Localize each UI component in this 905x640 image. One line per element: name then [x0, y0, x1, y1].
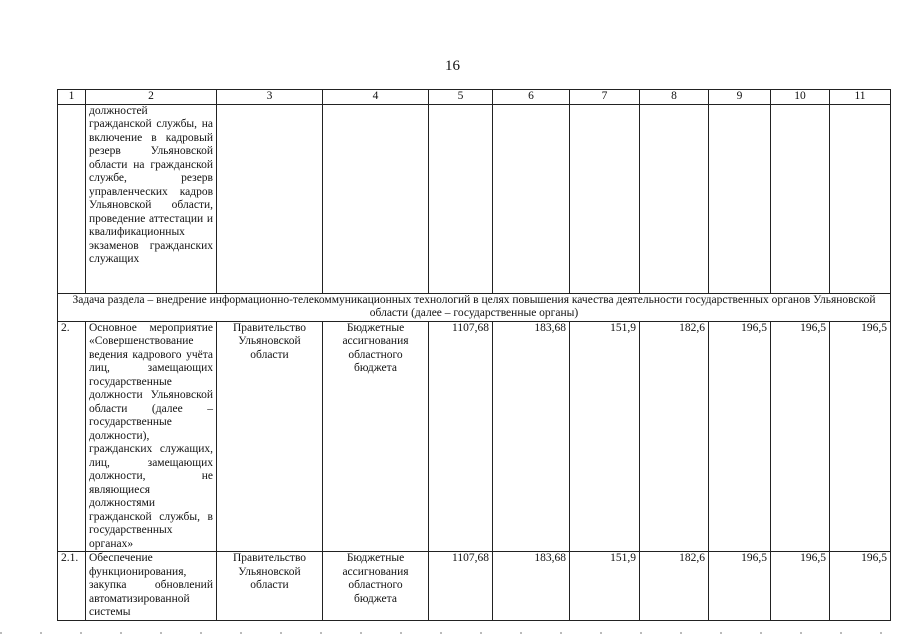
activity-name: Обеспечение функционирования, закупка обновлений автоматизированной системы: [86, 552, 217, 621]
page-number: 16: [445, 58, 460, 74]
executor: Правительство Ульяновской области: [217, 321, 323, 552]
value-col7: 151,9: [570, 552, 640, 621]
header-cell-8: 8: [640, 90, 709, 105]
header-cell-5: 5: [429, 90, 493, 105]
value-col11: 196,5: [830, 552, 891, 621]
value-col8: 182,6: [640, 321, 709, 552]
activity-name: Основное мероприятие «Совершенствование ведения кадрового учёта лиц, замещающих государственные должности Ульяновской области (далее – государственные должности), гражданских служащих, лиц, замещающих должности, не являющиеся должностями гражданской службы, в государственных органах»: [86, 321, 217, 552]
value-col11: 196,5: [830, 321, 891, 552]
row-number: 2.1.: [58, 552, 86, 621]
header-cell-1: 1: [58, 90, 86, 105]
value-col9: 196,5: [709, 552, 771, 621]
header-cell-10: 10: [771, 90, 830, 105]
value-col10: 196,5: [771, 552, 830, 621]
continuation-text: должностей гражданской службы, на включение в кадровый резерв Ульяновской области на гражданской службе, резерв управленческих кадров Ульяновской области, проведение аттестации и квалификационных экзаменов гражданских служащих: [86, 104, 217, 293]
cell-empty: [830, 104, 891, 293]
value-col8: 182,6: [640, 552, 709, 621]
value-col6: 183,68: [493, 321, 570, 552]
header-cell-9: 9: [709, 90, 771, 105]
value-total: 1107,68: [429, 321, 493, 552]
continuation-row: [58, 104, 891, 293]
value-total: 1107,68: [429, 552, 493, 621]
funding-source: Бюджетные ассигнования областного бюджета: [323, 552, 429, 621]
cell-empty: [709, 104, 771, 293]
value-col9: 196,5: [709, 321, 771, 552]
cell-empty: [493, 104, 570, 293]
header-cell-7: 7: [570, 90, 640, 105]
header-cell-6: 6: [493, 90, 570, 105]
header-cell-4: 4: [323, 90, 429, 105]
header-row: [58, 90, 891, 105]
funding-source: Бюджетные ассигнования областного бюджета: [323, 321, 429, 552]
header-cell-3: 3: [217, 90, 323, 105]
header-cell-2: 2: [86, 90, 217, 105]
table-row: [58, 552, 891, 621]
scan-edge-noise: [0, 632, 905, 634]
cell-empty: [217, 104, 323, 293]
budget-table: [57, 89, 891, 621]
cell-empty: [640, 104, 709, 293]
cell-empty: [323, 104, 429, 293]
value-col6: 183,68: [493, 552, 570, 621]
value-col7: 151,9: [570, 321, 640, 552]
table-row: [58, 321, 891, 552]
value-col10: 196,5: [771, 321, 830, 552]
header-cell-11: 11: [830, 90, 891, 105]
cell-empty: [58, 104, 86, 293]
executor: Правительство Ульяновской области: [217, 552, 323, 621]
task-text: Задача раздела – внедрение информационно-телекоммуникационных технологий в целях повышения качества деятельности государственных органов Ульяновской области (далее – государственные органы): [58, 293, 891, 321]
cell-empty: [570, 104, 640, 293]
task-row: [58, 293, 891, 321]
cell-empty: [429, 104, 493, 293]
cell-empty: [771, 104, 830, 293]
row-number: 2.: [58, 321, 86, 552]
